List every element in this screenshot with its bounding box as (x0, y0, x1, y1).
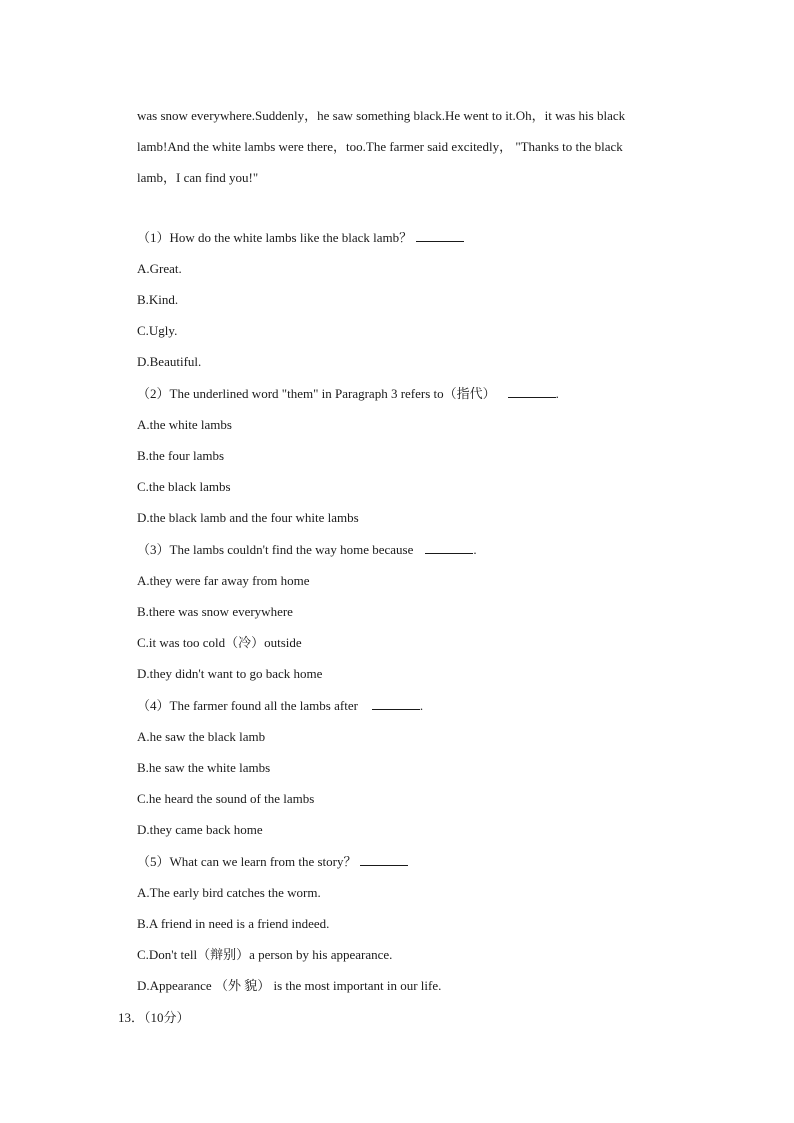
question-3-option-c: C.it was too cold（冷）outside (137, 635, 302, 650)
question-5-option-d: D.Appearance （外 貌） is the most important in our life. (137, 978, 442, 993)
passage-text (137, 100, 677, 193)
answer-blank-4 (372, 697, 420, 710)
question-1-stem: （1）How do the white lambs like the black lamb？ (137, 229, 464, 247)
question-4-option-a: A.he saw the black lamb (137, 729, 266, 744)
question-2-option-a: A.the white lambs (137, 417, 232, 432)
passage-line-2: lamb!And the white lambs were there，too.The farmer said excitedly， "Thanks to the black (137, 139, 623, 154)
question-1-option-b: B.Kind. (137, 292, 179, 307)
question-4-option-c: C.he heard the sound of the lambs (137, 791, 315, 806)
question-5-option-c: C.Don't tell（辩别）a person by his appearance. (137, 947, 393, 962)
question-5-option-b: B.A friend in need is a friend indeed. (137, 916, 330, 931)
question-3-option-b: B.there was snow everywhere (137, 604, 293, 619)
question-2-option-d: D.the black lamb and the four white lambs (137, 510, 359, 525)
passage-line-3: lamb，I can find you!" (137, 170, 259, 185)
question-1-option-d: D.Beautiful. (137, 354, 202, 369)
question-3-stem: （3）The lambs couldn't find the way home because . (137, 542, 477, 557)
question-2-option-b: B.the four lambs (137, 448, 225, 463)
question-4-option-d: D.they came back home (137, 822, 263, 837)
question-3-option-a: A.they were far away from home (137, 573, 310, 588)
question-1-option-c: C.Ugly. (137, 323, 178, 338)
question-5-option-a: A.The early bird catches the worm. (137, 885, 321, 900)
question-1-option-a: A.Great. (137, 261, 182, 276)
question-5-stem: （5）What can we learn from the story？ (137, 853, 408, 871)
question-2-option-c: C.the black lambs (137, 479, 231, 494)
question-3-option-d: D.they didn't want to go back home (137, 666, 323, 681)
question-2-stem: （2）The underlined word "them" in Paragraph 3 refers to（指代） . (137, 386, 559, 401)
question-4-stem: （4）The farmer found all the lambs after . (137, 698, 424, 713)
answer-blank-5 (360, 853, 408, 866)
passage-line-1: was snow everywhere.Suddenly，he saw something black.He went to it.Oh，it was his black (137, 108, 626, 123)
answer-blank-3 (425, 541, 473, 554)
answer-blank-1 (416, 229, 464, 242)
next-section-heading: 13．（10分） (118, 1010, 190, 1025)
question-4-option-b: B.he saw the white lambs (137, 760, 271, 775)
answer-blank-2 (508, 385, 556, 398)
